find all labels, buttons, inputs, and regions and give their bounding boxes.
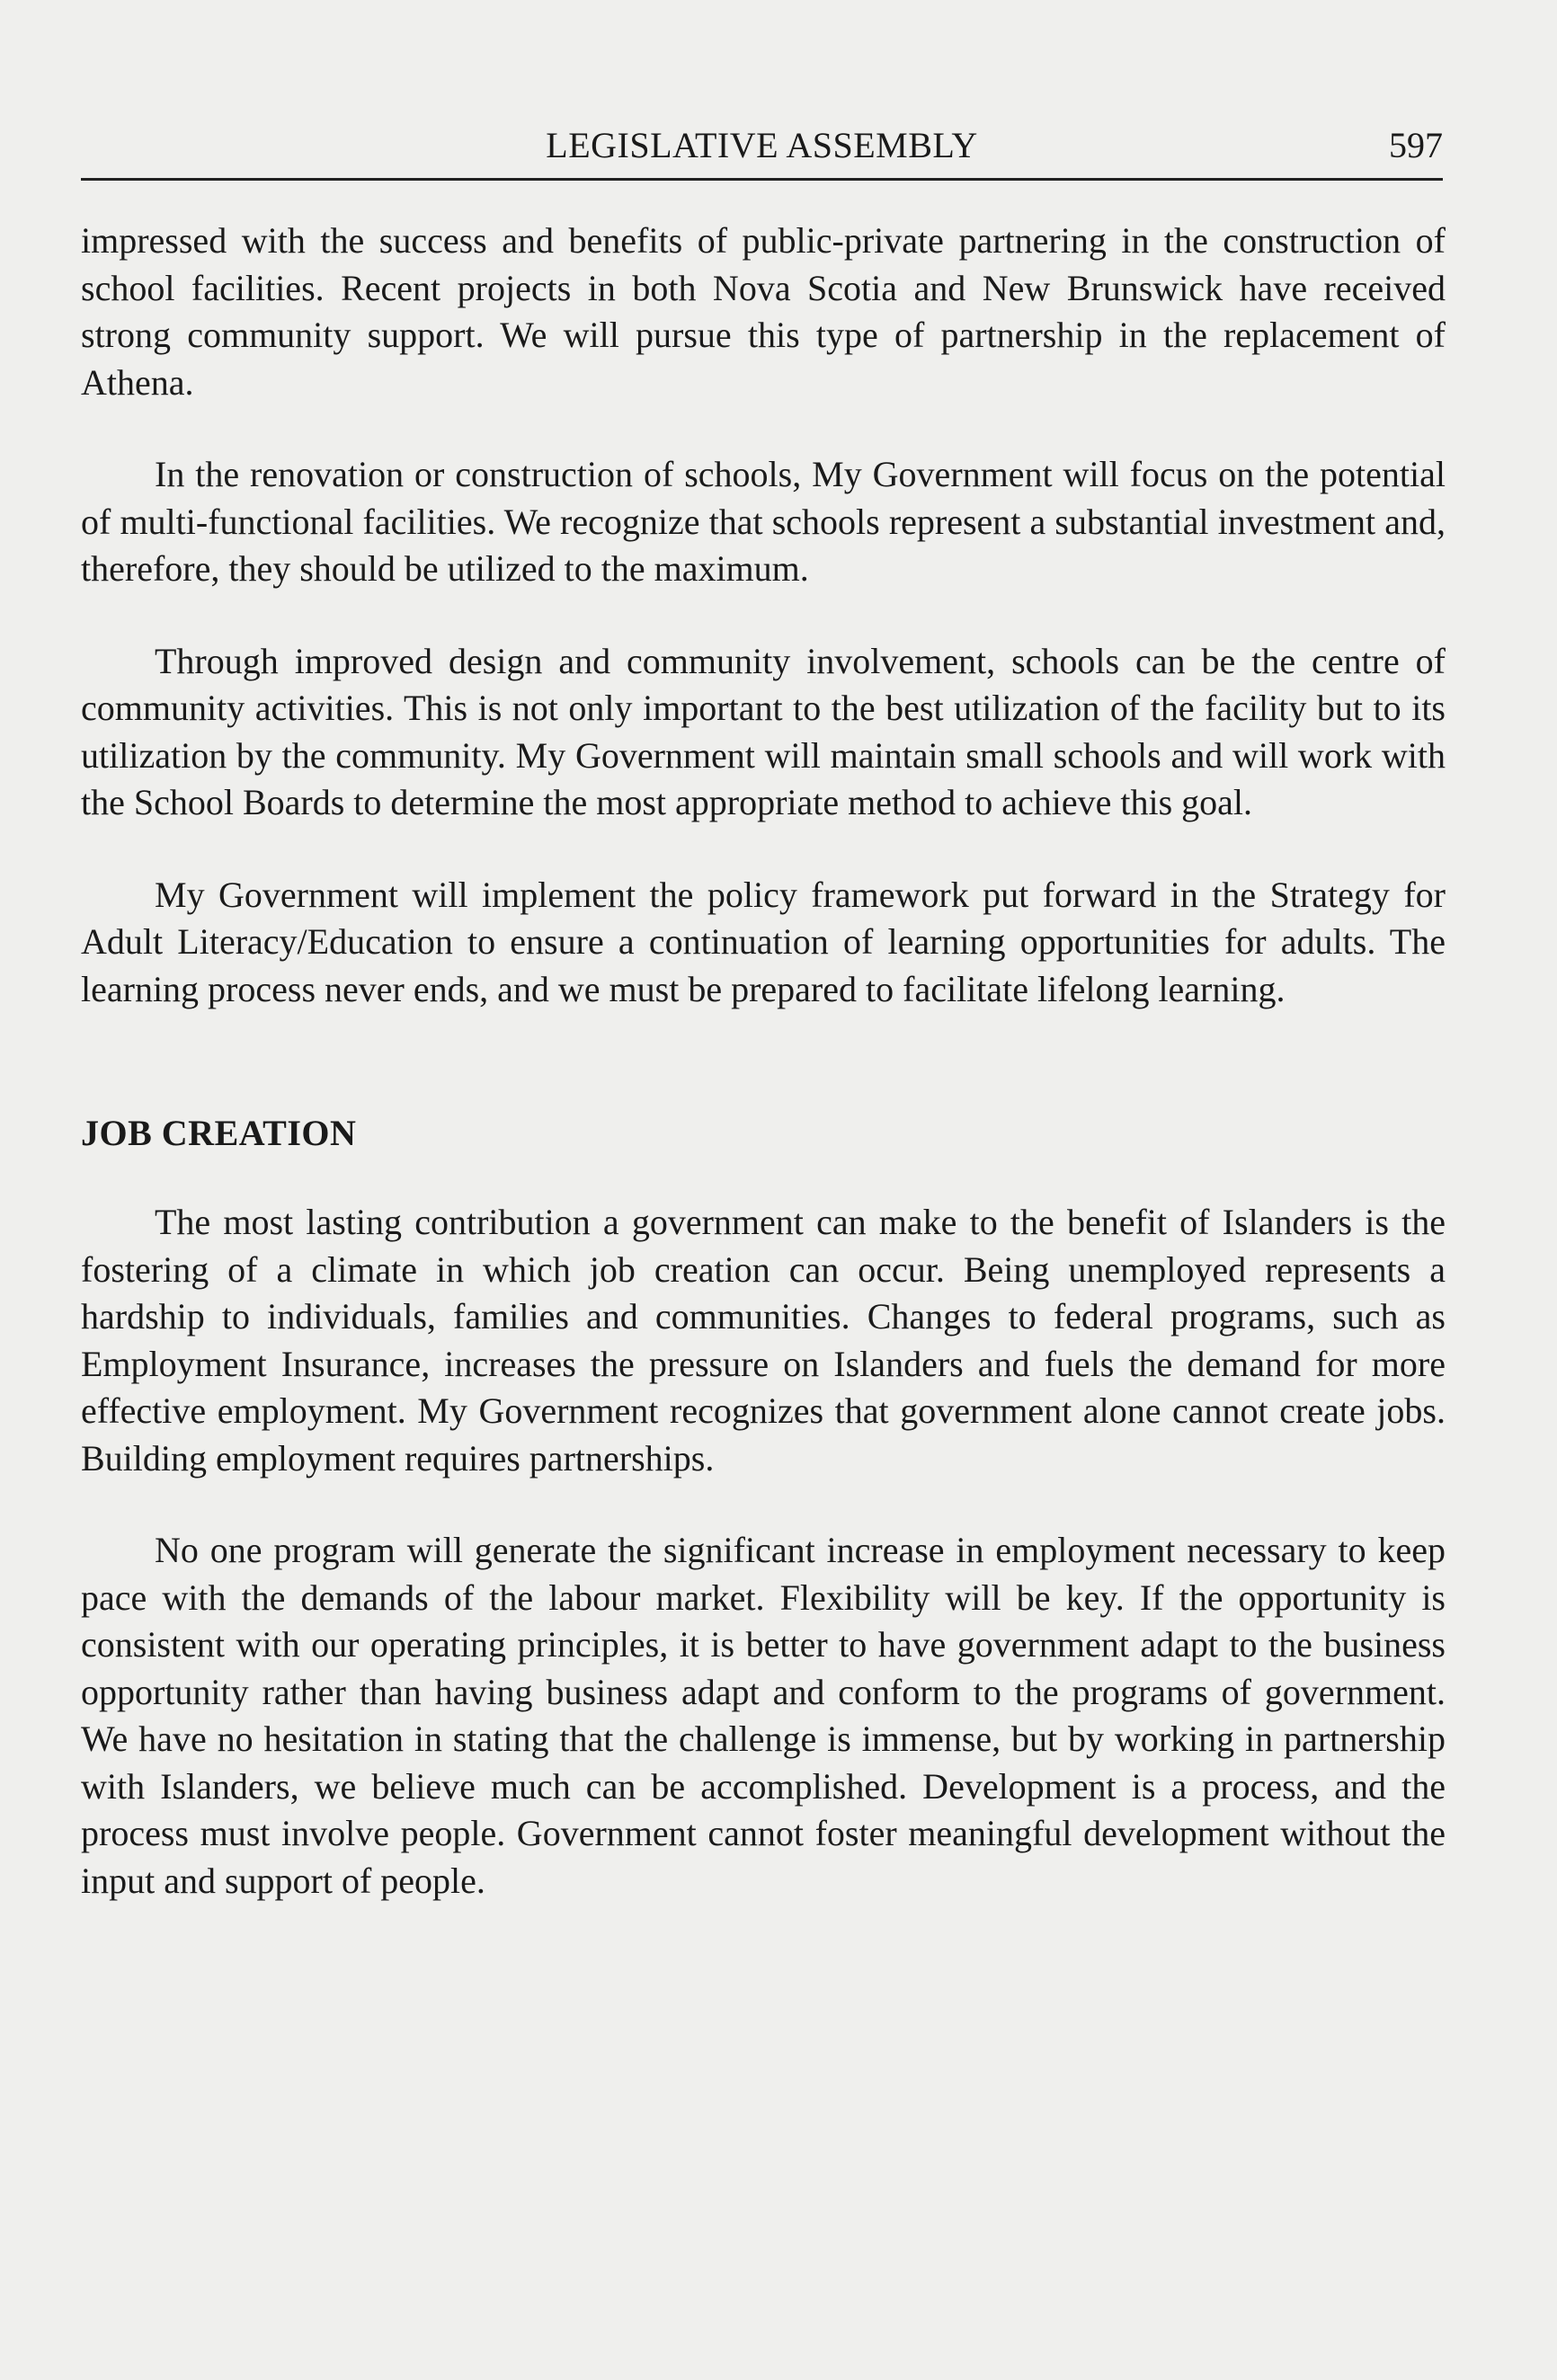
paragraph-flexibility: No one program will generate the significant increase in employment necessary to keep pace with the demands of the labour market. Flexibility will be key. If the opportunity is consistent with our operating principles, it is better to have government adapt to the business opportunity rather than having business adapt and conform to the programs of government. We have no hesitation in stating that the challenge is immense, but by working in partnership with Islanders, we believe much can be accomplished. Development is a process, and the process must involve people. Government cannot foster meaningful development without the input and support of people. bbox=[81, 1530, 1446, 1901]
paragraph-multi-functional-facilities: In the renovation or construction of schools, My Government will focus on the potential of multi-functional facilities. We recognize that schools represent a substantial investment and, therefore, they should be utilized to the maximum. bbox=[81, 454, 1446, 589]
running-title: LEGISLATIVE ASSEMBLY bbox=[546, 125, 978, 165]
paragraph-continued: impressed with the success and benefits of public-private partnering in the construction of school facilities. Recent projects in both Nova Scotia and New Brunswick have received strong community support. We will pursue this type of partnership in the replacement of Athena. bbox=[81, 220, 1446, 403]
page-number: 597 bbox=[1389, 125, 1443, 165]
page-body bbox=[81, 218, 1446, 1905]
paragraph-community-schools: Through improved design and community involvement, schools can be the centre of community activities. This is not only important to the best utilization of the facility but to its utilization by the community. My Government will maintain small schools and will work with the School Boards to determine the most appropriate method to achieve this goal. bbox=[81, 640, 1446, 822]
paragraph-adult-literacy: My Government will implement the policy framework put forward in the Strategy for Adult Literacy/Education to ensure a continuation of learning opportunities for adults. The learning process never ends, and we must be prepared to facilitate lifelong learning. bbox=[81, 874, 1446, 1009]
paragraph-job-creation-climate: The most lasting contribution a government can make to the benefit of Islanders is the fostering of a climate in which job creation can occur. Being unemployed represents a hardship to individuals, families and communities. Changes to federal programs, such as Employment Insurance, increases the pressure on Islanders and fuels the demand for more effective employment. My Government recognizes that government alone cannot create jobs. Building employment requires partnerships. bbox=[81, 1202, 1446, 1479]
page-header bbox=[81, 119, 1443, 181]
section-heading: JOB CREATION bbox=[81, 1113, 357, 1153]
